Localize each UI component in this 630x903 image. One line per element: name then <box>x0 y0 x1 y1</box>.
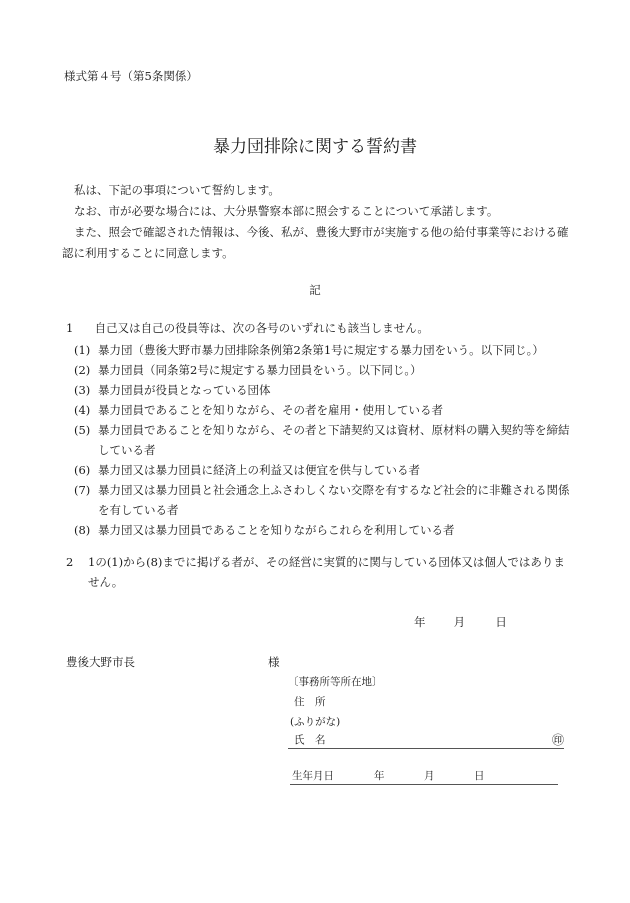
list-item <box>74 360 574 380</box>
section-1-text: 自己又は自己の役員等は、次の各号のいずれにも該当しません。 <box>94 321 429 335</box>
list-item <box>74 460 574 480</box>
item-number: (3) <box>74 383 91 397</box>
addressee-honorific: 様 <box>268 655 280 669</box>
section-1-items <box>74 340 574 540</box>
item-text: 暴力団員であることを知りながら、その者と下請契約又は資材、原材料の購入契約等を締結している者 <box>98 423 570 457</box>
item-text: 暴力団又は暴力団員と社会通念上ふさわしくない交際を有するなど社会的に非難される関係を有している者 <box>98 483 570 517</box>
item-number: (8) <box>74 523 91 537</box>
intro-line-2: なお、市が必要な場合には、大分県警察本部に照会することについて承諾します。 <box>74 204 499 218</box>
section-2-text: 1の(1)から(8)までに掲げる者が、その経営に実質的に関与している団体又は個人ではありません。 <box>88 555 565 589</box>
birth-day-label: 日 <box>474 770 485 782</box>
item-text: 暴力団又は暴力団員に経済上の利益又は便宜を供与している者 <box>98 463 420 477</box>
item-text: 暴力団（豊後大野市暴力団排除条例第2条第1号に規定する暴力団をいう。以下同じ。） <box>98 343 544 357</box>
address-label: 住 所 <box>294 696 326 708</box>
list-item <box>74 340 574 360</box>
office-address-label: 〔事務所等所在地〕 <box>288 676 383 688</box>
list-item <box>74 420 574 460</box>
form-number: 様式第４号（第5条関係） <box>64 69 198 83</box>
furigana-label: (ふりがな) <box>290 716 341 728</box>
birth-month-label: 月 <box>424 770 435 782</box>
list-item <box>74 400 574 420</box>
list-item <box>74 380 574 400</box>
date-year-label: 年 <box>414 615 426 629</box>
item-number: (4) <box>74 403 91 417</box>
section-1-number: 1 <box>66 321 74 335</box>
date-month-label: 月 <box>453 615 466 629</box>
document-title: 暴力団排除に関する誓約書 <box>213 137 417 157</box>
item-text: 暴力団員が役員となっている団体 <box>98 383 271 397</box>
item-number: (6) <box>74 463 91 477</box>
name-field-line <box>288 732 564 749</box>
date-line <box>414 614 507 630</box>
birthdate-label: 生年月日 <box>292 770 334 782</box>
addressee: 豊後大野市長 <box>66 655 135 669</box>
birth-year-label: 年 <box>374 770 385 782</box>
seal-icon: ㊞ <box>551 733 564 747</box>
item-text: 暴力団員（同条第2号に規定する暴力団員をいう。以下同じ。） <box>98 363 422 377</box>
item-text: 暴力団又は暴力団員であることを知りながらこれらを利用している者 <box>98 523 455 537</box>
section-1-heading <box>66 320 429 336</box>
list-item <box>74 480 574 520</box>
item-number: (2) <box>74 363 91 377</box>
ki-heading: 記 <box>309 283 321 297</box>
item-number: (7) <box>74 483 91 497</box>
date-day-label: 日 <box>495 615 507 629</box>
intro-line-1: 私は、下記の事項について誓約します。 <box>74 183 280 197</box>
item-number: (5) <box>74 423 91 437</box>
list-item <box>74 520 574 540</box>
section-2-number: 2 <box>66 555 74 569</box>
birthdate-field-line <box>290 768 558 785</box>
section-2 <box>66 552 572 592</box>
item-number: (1) <box>74 343 91 357</box>
item-text: 暴力団員であることを知りながら、その者を雇用・使用している者 <box>98 403 443 417</box>
intro-line-3: また、照会で確認された情報は、今後、私が、豊後大野市が実施する他の給付事業等における確認に利用することに同意します。 <box>62 225 569 260</box>
name-label: 氏 名 <box>294 734 326 746</box>
